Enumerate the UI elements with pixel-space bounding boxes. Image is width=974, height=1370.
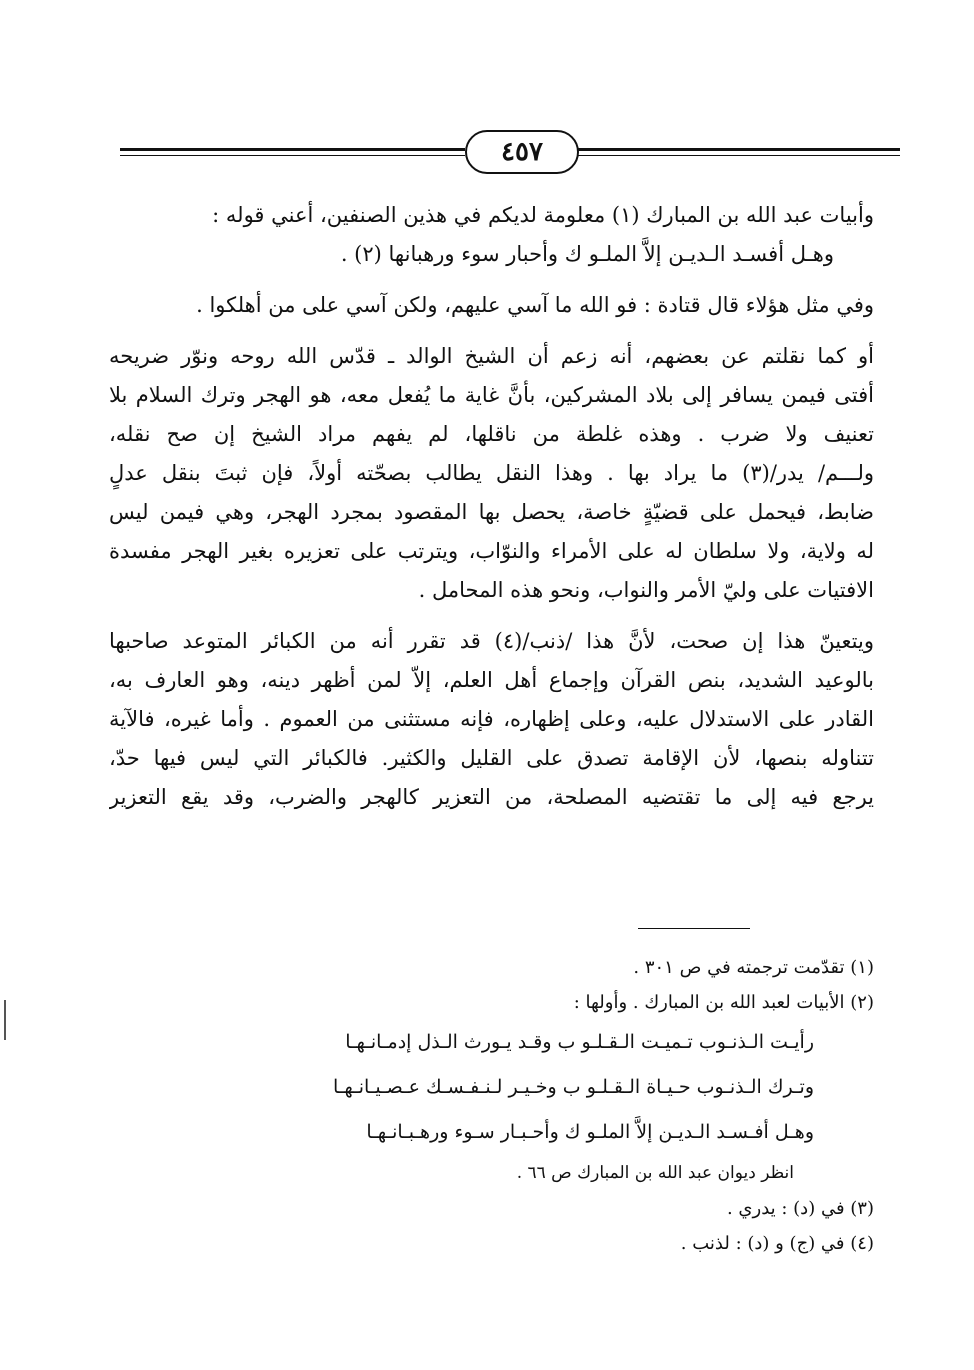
text-line: يرجع فيه إلى ما تقتضيه المصلحة، من التعزير كالهجر والضرب، وقد يقع التعزير (109, 785, 874, 809)
footnote-verse: وتـرك الـذنـوب حـيـاة الـقـلـو ب وخـيـر لـنـفـسـك عـصـيـانـهـا (333, 1076, 814, 1098)
header-rule-right-thin (575, 155, 900, 156)
text-line: تتناوله بنصها، لأن الإقامة تصدق على القليل والكثير. فالكبائر التي ليس فيها حدّ، (109, 746, 874, 770)
main-text (109, 196, 874, 817)
footnote-4: (٤) في (ج) و (د) : لذنب . (680, 1233, 874, 1254)
page-header (120, 120, 900, 190)
text-line: وأبيات عبد الله بن المبارك (١) معلومة لديكم في هذين الصنفين، أعني قوله : (212, 203, 874, 227)
page-number: ٤٥٧ (465, 130, 579, 174)
footnote-verse: وهـل أفـسـد الـديـن إلاَّ الملـو ك وأحـبـار سـوء ورهـبـانـهـا (366, 1121, 814, 1143)
verse-line: وهـل أفسـد الـديـن إلاَّ الملـو ك وأحبار سوء ورهبانها (٢) . (340, 242, 834, 266)
footnotes (109, 950, 874, 1261)
footnote-1: (١) تقدّمت ترجمته في ص ٣٠١ . (633, 957, 874, 978)
text-line: أفتى فيمن يسافر إلى بلاد المشركين، بأنَّ غاية ما يُفعل معه، هو الهجر وترك السلام بلا (109, 383, 874, 407)
text-line: بالوعيد الشديد، بنص القرآن وإجماع أهل العلم، إلاّ لمن أظهر دينه، وهو العارف به، (109, 668, 874, 692)
scan-margin-mark (4, 1000, 6, 1040)
footnote-3: (٣) في (د) : يدري . (726, 1198, 874, 1219)
footnote-verse: رأيـت الـذنـوب تـميـت الـقـلـو ب وقـد يـورث الـذل إدمـانـهـا (345, 1031, 814, 1053)
text-line: تعنيف ولا ضرب . وهذه غلطة من ناقلها، لم يفهم مراد الشيخ إن صح نقله، (109, 422, 874, 446)
text-line: له ولاية، ولا سلطان له على الأمراء والنوّاب، ويترتب على تعزيره بغير الهجر مفسدة (109, 539, 874, 563)
footnote-source: انظر ديوان عبد الله بن المبارك ص ٦٦ . (516, 1163, 794, 1183)
header-rule-right (575, 148, 900, 151)
header-rule-left (120, 148, 465, 151)
header-rule-left-thin (120, 155, 465, 156)
underline-mark (638, 928, 750, 929)
text-line: أو كما نقلتم عن بعضهم، أنه زعم أن الشيخ الوالد ـ قدّس الله روحه ونوّر ضريحه (109, 344, 874, 368)
text-line: وفي مثل هؤلاء قال قتادة : فو الله ما آسي عليهم، ولكن آسي على من أهلكوا . (196, 293, 874, 317)
text-line: ضابط، فيحمل على قضيّةٍ خاصة، يحصل بها المقصود بمجرد الهجر، وهي فيمن ليس (109, 500, 874, 524)
text-line: ولـــم/ يدر/(٣) ما يراد بها . وهذا النقل يطالب بصحّته أولاً، فإن ثبتَ بنقل عدلٍ (109, 461, 874, 485)
text-line: القادر على الاستدلال عليه، وعلى إظهاره، فإنه مستثنى من العموم . وأما غيره، فالآية (109, 707, 874, 731)
text-line: ويتعينّ هذا إن صحت، لأنَّ هذا /ذنب/(٤) قد تقرر أنه من الكبائر المتوعد صاحبها (109, 629, 874, 653)
text-line: الافتيات على وليّ الأمر والنواب، ونحو هذه المحامل . (418, 578, 874, 602)
footnote-2: (٢) الأبيات لعبد الله بن المبارك . وأولها : (573, 992, 874, 1013)
